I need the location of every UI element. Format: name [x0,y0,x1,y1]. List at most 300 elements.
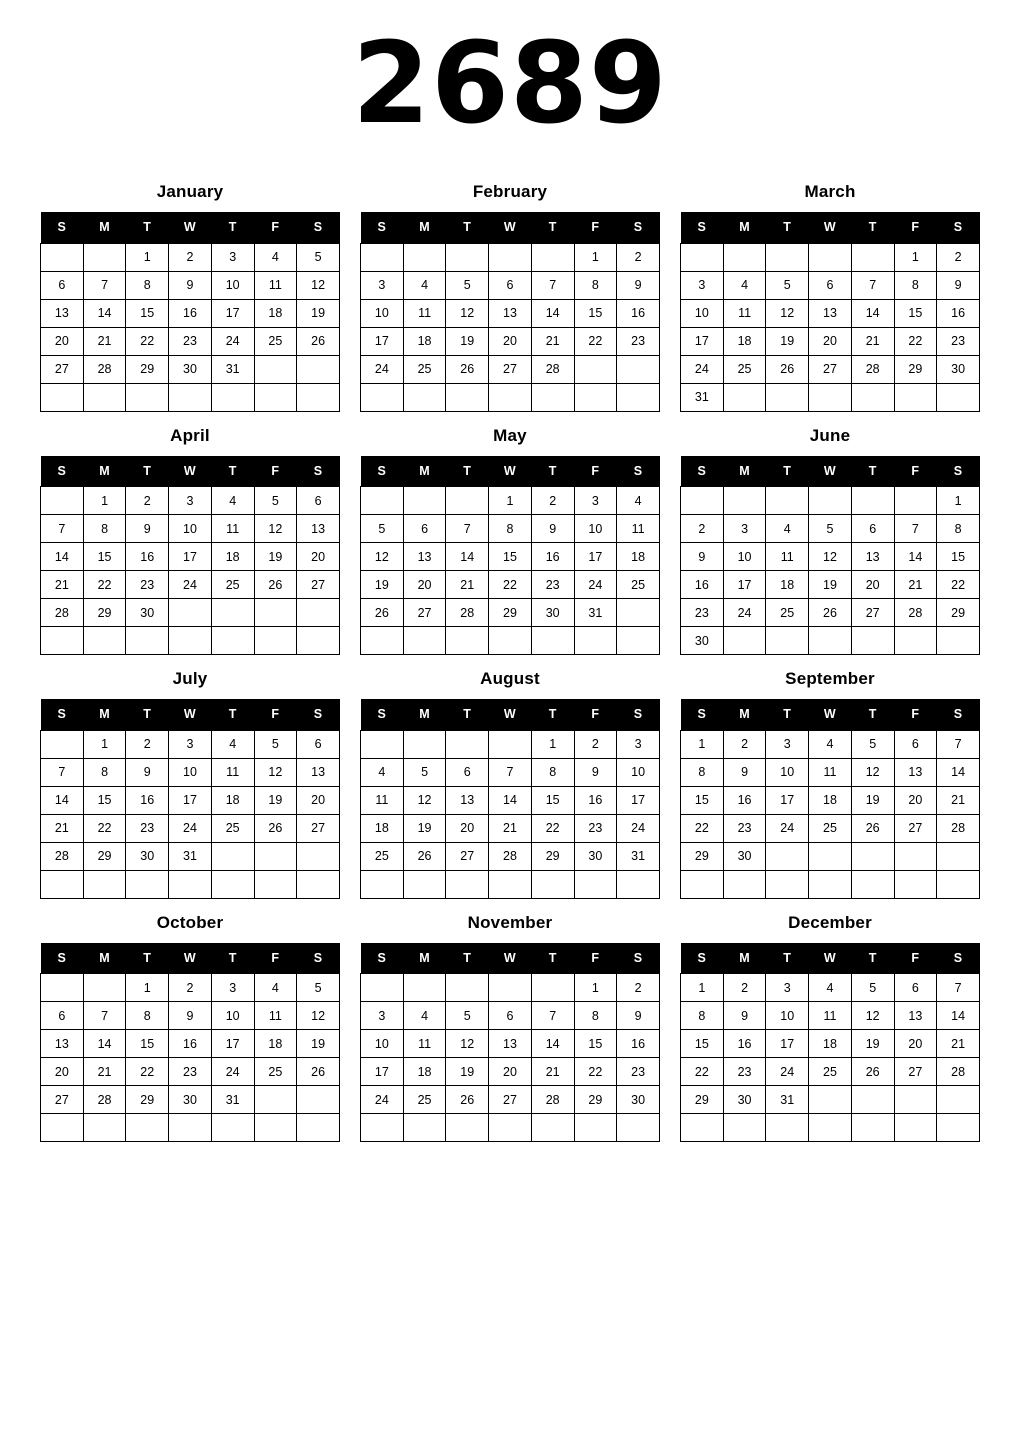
day-cell[interactable]: 13 [297,515,340,543]
day-cell[interactable]: 22 [681,814,724,842]
day-cell[interactable]: 15 [574,1030,617,1058]
day-cell[interactable]: 11 [617,515,660,543]
day-cell[interactable]: 31 [169,842,212,870]
day-cell[interactable]: 6 [403,515,446,543]
day-cell[interactable]: 9 [723,758,766,786]
day-cell[interactable]: 12 [809,543,852,571]
day-cell[interactable]: 19 [851,786,894,814]
day-cell[interactable]: 3 [211,974,254,1002]
day-cell[interactable]: 20 [41,327,84,355]
day-cell[interactable]: 4 [211,487,254,515]
day-cell[interactable]: 26 [446,355,489,383]
day-cell[interactable]: 19 [254,543,297,571]
day-cell[interactable]: 13 [851,543,894,571]
day-cell[interactable]: 17 [766,786,809,814]
day-cell[interactable]: 1 [681,974,724,1002]
day-cell[interactable]: 11 [254,271,297,299]
day-cell[interactable]: 21 [531,1058,574,1086]
day-cell[interactable]: 3 [617,730,660,758]
day-cell[interactable]: 11 [361,786,404,814]
day-cell[interactable]: 10 [361,299,404,327]
day-cell[interactable]: 15 [83,543,126,571]
day-cell[interactable]: 16 [126,543,169,571]
day-cell[interactable]: 10 [723,543,766,571]
day-cell[interactable]: 11 [723,299,766,327]
day-cell[interactable]: 4 [617,487,660,515]
day-cell[interactable]: 21 [41,814,84,842]
day-cell[interactable]: 21 [851,327,894,355]
day-cell[interactable]: 25 [809,814,852,842]
day-cell[interactable]: 11 [766,543,809,571]
day-cell[interactable]: 12 [254,758,297,786]
day-cell[interactable]: 27 [489,355,532,383]
day-cell[interactable]: 12 [297,1002,340,1030]
day-cell[interactable]: 7 [937,730,980,758]
day-cell[interactable]: 28 [489,842,532,870]
day-cell[interactable]: 14 [41,786,84,814]
day-cell[interactable]: 25 [211,814,254,842]
day-cell[interactable]: 18 [809,1030,852,1058]
day-cell[interactable]: 29 [126,355,169,383]
day-cell[interactable]: 8 [894,271,937,299]
day-cell[interactable]: 17 [211,299,254,327]
day-cell[interactable]: 28 [446,599,489,627]
day-cell[interactable]: 24 [361,355,404,383]
day-cell[interactable]: 31 [211,1086,254,1114]
day-cell[interactable]: 12 [403,786,446,814]
day-cell[interactable]: 9 [723,1002,766,1030]
day-cell[interactable]: 9 [617,1002,660,1030]
day-cell[interactable]: 6 [894,730,937,758]
day-cell[interactable]: 22 [681,1058,724,1086]
day-cell[interactable]: 20 [809,327,852,355]
day-cell[interactable]: 16 [126,786,169,814]
day-cell[interactable]: 8 [681,1002,724,1030]
day-cell[interactable]: 28 [41,842,84,870]
day-cell[interactable]: 22 [937,571,980,599]
day-cell[interactable]: 23 [617,1058,660,1086]
day-cell[interactable]: 17 [169,786,212,814]
day-cell[interactable]: 5 [254,730,297,758]
day-cell[interactable]: 5 [297,974,340,1002]
day-cell[interactable]: 22 [126,1058,169,1086]
day-cell[interactable]: 23 [723,814,766,842]
day-cell[interactable]: 6 [41,271,84,299]
day-cell[interactable]: 24 [169,571,212,599]
day-cell[interactable]: 7 [41,758,84,786]
day-cell[interactable]: 8 [681,758,724,786]
day-cell[interactable]: 12 [361,543,404,571]
day-cell[interactable]: 17 [361,327,404,355]
day-cell[interactable]: 11 [211,515,254,543]
day-cell[interactable]: 19 [254,786,297,814]
day-cell[interactable]: 27 [851,599,894,627]
day-cell[interactable]: 30 [681,627,724,655]
day-cell[interactable]: 1 [83,487,126,515]
day-cell[interactable]: 14 [83,299,126,327]
day-cell[interactable]: 5 [809,515,852,543]
day-cell[interactable]: 31 [574,599,617,627]
day-cell[interactable]: 3 [574,487,617,515]
day-cell[interactable]: 6 [297,487,340,515]
day-cell[interactable]: 29 [894,355,937,383]
day-cell[interactable]: 8 [574,271,617,299]
day-cell[interactable]: 1 [489,487,532,515]
day-cell[interactable]: 5 [297,243,340,271]
day-cell[interactable]: 22 [83,571,126,599]
day-cell[interactable]: 18 [254,1030,297,1058]
day-cell[interactable]: 5 [254,487,297,515]
day-cell[interactable]: 3 [681,271,724,299]
day-cell[interactable]: 25 [809,1058,852,1086]
day-cell[interactable]: 2 [574,730,617,758]
day-cell[interactable]: 13 [489,1030,532,1058]
day-cell[interactable]: 20 [446,814,489,842]
day-cell[interactable]: 19 [809,571,852,599]
day-cell[interactable]: 13 [403,543,446,571]
day-cell[interactable]: 16 [937,299,980,327]
day-cell[interactable]: 10 [766,758,809,786]
day-cell[interactable]: 18 [403,327,446,355]
day-cell[interactable]: 9 [169,1002,212,1030]
day-cell[interactable]: 12 [766,299,809,327]
day-cell[interactable]: 10 [361,1030,404,1058]
day-cell[interactable]: 13 [41,299,84,327]
day-cell[interactable]: 9 [169,271,212,299]
day-cell[interactable]: 1 [574,243,617,271]
day-cell[interactable]: 3 [169,487,212,515]
day-cell[interactable]: 21 [83,1058,126,1086]
day-cell[interactable]: 4 [403,1002,446,1030]
day-cell[interactable]: 22 [574,1058,617,1086]
day-cell[interactable]: 7 [83,271,126,299]
day-cell[interactable]: 21 [489,814,532,842]
day-cell[interactable]: 23 [937,327,980,355]
day-cell[interactable]: 26 [446,1086,489,1114]
day-cell[interactable]: 23 [126,571,169,599]
day-cell[interactable]: 30 [574,842,617,870]
day-cell[interactable]: 29 [937,599,980,627]
day-cell[interactable]: 22 [531,814,574,842]
day-cell[interactable]: 6 [894,974,937,1002]
day-cell[interactable]: 4 [809,974,852,1002]
day-cell[interactable]: 5 [361,515,404,543]
day-cell[interactable]: 3 [361,271,404,299]
day-cell[interactable]: 7 [83,1002,126,1030]
day-cell[interactable]: 6 [489,271,532,299]
day-cell[interactable]: 8 [83,515,126,543]
day-cell[interactable]: 30 [126,842,169,870]
day-cell[interactable]: 12 [851,758,894,786]
day-cell[interactable]: 5 [851,974,894,1002]
day-cell[interactable]: 22 [574,327,617,355]
day-cell[interactable]: 25 [766,599,809,627]
day-cell[interactable]: 15 [83,786,126,814]
day-cell[interactable]: 17 [617,786,660,814]
day-cell[interactable]: 28 [83,355,126,383]
day-cell[interactable]: 25 [211,571,254,599]
day-cell[interactable]: 2 [617,243,660,271]
day-cell[interactable]: 29 [83,842,126,870]
day-cell[interactable]: 4 [403,271,446,299]
day-cell[interactable]: 16 [617,1030,660,1058]
day-cell[interactable]: 19 [361,571,404,599]
day-cell[interactable]: 19 [766,327,809,355]
day-cell[interactable]: 11 [403,299,446,327]
day-cell[interactable]: 9 [126,758,169,786]
day-cell[interactable]: 16 [169,1030,212,1058]
day-cell[interactable]: 10 [766,1002,809,1030]
day-cell[interactable]: 21 [937,1030,980,1058]
day-cell[interactable]: 29 [489,599,532,627]
day-cell[interactable]: 18 [361,814,404,842]
day-cell[interactable]: 20 [297,543,340,571]
day-cell[interactable]: 11 [254,1002,297,1030]
day-cell[interactable]: 21 [41,571,84,599]
day-cell[interactable]: 26 [851,814,894,842]
day-cell[interactable]: 17 [361,1058,404,1086]
day-cell[interactable]: 16 [681,571,724,599]
day-cell[interactable]: 26 [361,599,404,627]
day-cell[interactable]: 31 [766,1086,809,1114]
day-cell[interactable]: 1 [126,243,169,271]
day-cell[interactable]: 24 [681,355,724,383]
day-cell[interactable]: 16 [531,543,574,571]
day-cell[interactable]: 6 [41,1002,84,1030]
day-cell[interactable]: 8 [531,758,574,786]
day-cell[interactable]: 17 [169,543,212,571]
day-cell[interactable]: 10 [211,271,254,299]
day-cell[interactable]: 10 [169,515,212,543]
day-cell[interactable]: 21 [937,786,980,814]
day-cell[interactable]: 29 [126,1086,169,1114]
day-cell[interactable]: 10 [574,515,617,543]
day-cell[interactable]: 13 [446,786,489,814]
day-cell[interactable]: 9 [574,758,617,786]
day-cell[interactable]: 4 [254,243,297,271]
day-cell[interactable]: 21 [894,571,937,599]
day-cell[interactable]: 9 [126,515,169,543]
day-cell[interactable]: 16 [617,299,660,327]
day-cell[interactable]: 30 [723,842,766,870]
day-cell[interactable]: 19 [446,1058,489,1086]
day-cell[interactable]: 13 [894,1002,937,1030]
day-cell[interactable]: 23 [574,814,617,842]
day-cell[interactable]: 5 [766,271,809,299]
day-cell[interactable]: 28 [41,599,84,627]
day-cell[interactable]: 3 [169,730,212,758]
day-cell[interactable]: 4 [809,730,852,758]
day-cell[interactable]: 19 [446,327,489,355]
day-cell[interactable]: 5 [446,1002,489,1030]
day-cell[interactable]: 17 [681,327,724,355]
day-cell[interactable]: 30 [937,355,980,383]
day-cell[interactable]: 1 [83,730,126,758]
day-cell[interactable]: 2 [937,243,980,271]
day-cell[interactable]: 20 [403,571,446,599]
day-cell[interactable]: 19 [851,1030,894,1058]
day-cell[interactable]: 12 [254,515,297,543]
day-cell[interactable]: 15 [126,299,169,327]
day-cell[interactable]: 20 [489,1058,532,1086]
day-cell[interactable]: 15 [681,1030,724,1058]
day-cell[interactable]: 26 [254,814,297,842]
day-cell[interactable]: 21 [83,327,126,355]
day-cell[interactable]: 30 [617,1086,660,1114]
day-cell[interactable]: 20 [297,786,340,814]
day-cell[interactable]: 26 [297,1058,340,1086]
day-cell[interactable]: 15 [531,786,574,814]
day-cell[interactable]: 14 [531,1030,574,1058]
day-cell[interactable]: 25 [403,1086,446,1114]
day-cell[interactable]: 30 [531,599,574,627]
day-cell[interactable]: 14 [83,1030,126,1058]
day-cell[interactable]: 14 [489,786,532,814]
day-cell[interactable]: 6 [297,730,340,758]
day-cell[interactable]: 14 [41,543,84,571]
day-cell[interactable]: 15 [937,543,980,571]
day-cell[interactable]: 1 [126,974,169,1002]
day-cell[interactable]: 16 [723,1030,766,1058]
day-cell[interactable]: 24 [211,327,254,355]
day-cell[interactable]: 26 [403,842,446,870]
day-cell[interactable]: 2 [723,730,766,758]
day-cell[interactable]: 14 [446,543,489,571]
day-cell[interactable]: 17 [574,543,617,571]
day-cell[interactable]: 15 [489,543,532,571]
day-cell[interactable]: 6 [851,515,894,543]
day-cell[interactable]: 22 [83,814,126,842]
day-cell[interactable]: 7 [446,515,489,543]
day-cell[interactable]: 3 [211,243,254,271]
day-cell[interactable]: 19 [297,1030,340,1058]
day-cell[interactable]: 9 [531,515,574,543]
day-cell[interactable]: 16 [574,786,617,814]
day-cell[interactable]: 3 [766,730,809,758]
day-cell[interactable]: 14 [937,758,980,786]
day-cell[interactable]: 23 [617,327,660,355]
day-cell[interactable]: 14 [894,543,937,571]
day-cell[interactable]: 10 [617,758,660,786]
day-cell[interactable]: 20 [851,571,894,599]
day-cell[interactable]: 22 [126,327,169,355]
day-cell[interactable]: 18 [617,543,660,571]
day-cell[interactable]: 8 [574,1002,617,1030]
day-cell[interactable]: 7 [531,271,574,299]
day-cell[interactable]: 27 [894,814,937,842]
day-cell[interactable]: 24 [766,1058,809,1086]
day-cell[interactable]: 25 [403,355,446,383]
day-cell[interactable]: 29 [681,1086,724,1114]
day-cell[interactable]: 30 [723,1086,766,1114]
day-cell[interactable]: 1 [681,730,724,758]
day-cell[interactable]: 16 [169,299,212,327]
day-cell[interactable]: 18 [211,786,254,814]
day-cell[interactable]: 13 [297,758,340,786]
day-cell[interactable]: 12 [851,1002,894,1030]
day-cell[interactable]: 27 [41,355,84,383]
day-cell[interactable]: 29 [681,842,724,870]
day-cell[interactable]: 22 [489,571,532,599]
day-cell[interactable]: 23 [169,327,212,355]
day-cell[interactable]: 28 [937,1058,980,1086]
day-cell[interactable]: 17 [211,1030,254,1058]
day-cell[interactable]: 27 [894,1058,937,1086]
day-cell[interactable]: 2 [531,487,574,515]
day-cell[interactable]: 28 [531,1086,574,1114]
day-cell[interactable]: 18 [211,543,254,571]
day-cell[interactable]: 12 [446,1030,489,1058]
day-cell[interactable]: 27 [446,842,489,870]
day-cell[interactable]: 7 [851,271,894,299]
day-cell[interactable]: 13 [489,299,532,327]
day-cell[interactable]: 6 [809,271,852,299]
day-cell[interactable]: 15 [126,1030,169,1058]
day-cell[interactable]: 21 [531,327,574,355]
day-cell[interactable]: 8 [126,1002,169,1030]
day-cell[interactable]: 9 [681,543,724,571]
day-cell[interactable]: 24 [169,814,212,842]
day-cell[interactable]: 5 [851,730,894,758]
day-cell[interactable]: 27 [403,599,446,627]
day-cell[interactable]: 23 [531,571,574,599]
day-cell[interactable]: 20 [41,1058,84,1086]
day-cell[interactable]: 30 [169,1086,212,1114]
day-cell[interactable]: 28 [894,599,937,627]
day-cell[interactable]: 20 [489,327,532,355]
day-cell[interactable]: 7 [489,758,532,786]
day-cell[interactable]: 29 [574,1086,617,1114]
day-cell[interactable]: 6 [489,1002,532,1030]
day-cell[interactable]: 31 [681,383,724,411]
day-cell[interactable]: 18 [723,327,766,355]
day-cell[interactable]: 15 [574,299,617,327]
day-cell[interactable]: 7 [937,974,980,1002]
day-cell[interactable]: 8 [937,515,980,543]
day-cell[interactable]: 26 [766,355,809,383]
day-cell[interactable]: 12 [297,271,340,299]
day-cell[interactable]: 3 [361,1002,404,1030]
day-cell[interactable]: 25 [254,327,297,355]
day-cell[interactable]: 26 [254,571,297,599]
day-cell[interactable]: 21 [446,571,489,599]
day-cell[interactable]: 23 [169,1058,212,1086]
day-cell[interactable]: 24 [766,814,809,842]
day-cell[interactable]: 25 [361,842,404,870]
day-cell[interactable]: 5 [446,271,489,299]
day-cell[interactable]: 2 [126,487,169,515]
day-cell[interactable]: 11 [211,758,254,786]
day-cell[interactable]: 23 [723,1058,766,1086]
day-cell[interactable]: 26 [851,1058,894,1086]
day-cell[interactable]: 9 [937,271,980,299]
day-cell[interactable]: 11 [403,1030,446,1058]
day-cell[interactable]: 19 [297,299,340,327]
day-cell[interactable]: 1 [894,243,937,271]
day-cell[interactable]: 26 [809,599,852,627]
day-cell[interactable]: 23 [681,599,724,627]
day-cell[interactable]: 7 [894,515,937,543]
day-cell[interactable]: 24 [617,814,660,842]
day-cell[interactable]: 24 [723,599,766,627]
day-cell[interactable]: 19 [403,814,446,842]
day-cell[interactable]: 14 [851,299,894,327]
day-cell[interactable]: 18 [403,1058,446,1086]
day-cell[interactable]: 28 [83,1086,126,1114]
day-cell[interactable]: 27 [809,355,852,383]
day-cell[interactable]: 31 [617,842,660,870]
day-cell[interactable]: 7 [531,1002,574,1030]
